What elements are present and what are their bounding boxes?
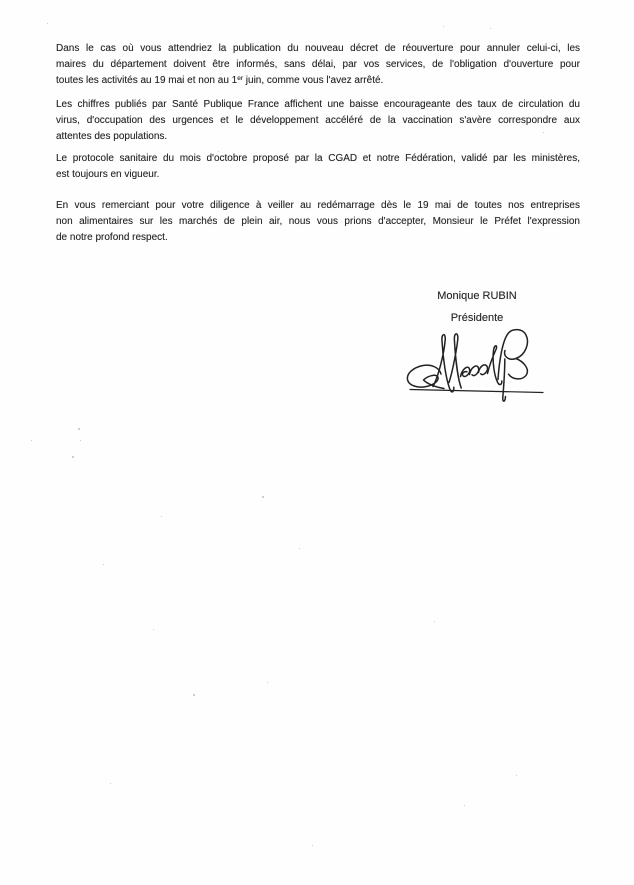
scan-speck [80,440,81,441]
scan-speck [464,805,465,806]
paragraph-3 [56,151,580,183]
scan-speck [103,564,104,565]
signature-stroke [479,365,488,375]
paragraph-1 [56,41,580,89]
scan-speck [218,151,219,152]
signature-stroke [470,366,479,376]
scan-speck [193,694,195,696]
text-segment: juin, comme vous l'avez arrêté. [243,75,384,86]
scan-speck [262,496,264,498]
scan-speck [434,621,435,622]
signature-stroke [498,330,527,380]
signature-stroke [503,359,506,401]
signer-name: Monique RUBIN [437,290,517,302]
scan-speck [516,775,517,776]
signature-stroke [433,335,454,392]
scan-speck [312,845,313,846]
scan-speck [78,428,80,430]
scan-speck [72,456,74,458]
superscript-ordinal: er [237,74,244,82]
scan-speck [110,783,111,784]
signature-underline [410,390,543,393]
text-line: Les chiffres publiés par Santé Publique France affichent une baisse encourageante des taux de circulation du [56,99,580,110]
signature-stroke [461,367,470,376]
scan-speck [47,23,48,24]
text-line: Dans le cas où vous attendriez la publication du nouveau décret de réouverture pour annuler celui-ci, les [56,43,580,54]
text-line: de notre profond respect. [56,232,168,243]
text-line: est toujours en vigueur. [56,169,160,180]
text-line: virus, d'occupation des urgences et le développement accéléré de la vaccination s'avère correspondre aux [56,115,580,126]
text-line: Le protocole sanitaire du mois d'octobre proposé par la CGAD et notre Fédération, validé par les ministères, [56,153,580,164]
scan-speck [31,440,32,441]
paragraph-2 [56,97,580,145]
text-line: maires du département doivent être informés, sans délai, par vos services, de l'obligation d'ouverture pour [56,59,580,70]
text-line [56,73,580,89]
text-segment: toutes les activités au 19 mai et non au 1 [56,75,238,86]
text-line: attentes des populations. [56,131,168,142]
signature-stroke [509,359,528,379]
scan-speck [490,28,491,29]
text-line: non alimentaires sur les marchés de plein air, nous vous prions d'accepter, Monsieur le Préfet l'expression [56,216,580,227]
scan-speck [161,516,162,517]
scan-speck [443,26,444,27]
scan-speck [153,629,154,630]
scan-speck [267,682,268,683]
handwritten-signature [403,326,555,406]
signature-block [407,290,547,325]
scan-speck [543,132,544,133]
signature-stroke [407,365,444,388]
paragraph-4 [56,198,580,246]
scan-speck [299,548,300,549]
signature-stroke [449,334,461,388]
text-line: En vous remerciant pour votre diligence à veiller au redémarrage dès le 19 mai de toutes nos entreprises [56,200,580,211]
signer-title: Présidente [450,312,504,324]
